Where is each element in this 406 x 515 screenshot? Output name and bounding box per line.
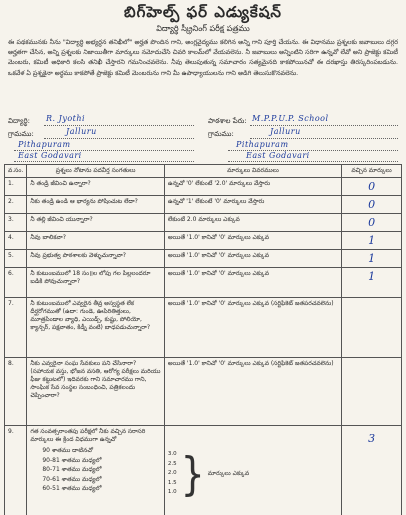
- table-row: [5, 298, 402, 358]
- row-question: నీ కుటుంబములో 18 సం॥ల లోపు గల పిల్లలందరూ బడికి పోవుచున్నారా?: [27, 268, 164, 298]
- row-score: [342, 298, 402, 358]
- scale-value: 1.5: [167, 479, 177, 486]
- row-marks-rule: మార్కులు ఎక్కువ: [207, 469, 250, 477]
- row-score: 0: [342, 214, 402, 232]
- row-marks-rule: అయితే '1.0' కానిచో '0' మార్కులు ఎక్కువ: [164, 250, 341, 268]
- row-number: 1.: [5, 178, 27, 196]
- row-question: గత సంవత్సరాంతపు పరీక్షలో నీకు వచ్చిన సరాసరి మార్కులు ఈ క్రింద విధముగా ఉన్నచో: [30, 428, 146, 443]
- scale-value: 2.5: [167, 460, 177, 467]
- row-number: 7.: [5, 298, 27, 358]
- row-marks-rule: అయితే '1.0' కానిచో '0' మార్కులు ఎక్కువ: [164, 268, 341, 298]
- student-name-value: R. Jyothi: [46, 114, 86, 123]
- row-question: నీకు తండ్రి ఉండి ఆ భార్యను పోషించుట లేదా?: [27, 196, 164, 214]
- table-row: [5, 268, 402, 298]
- interval-item: 90 శాతము దాటినచో: [42, 447, 94, 454]
- row-score: 0: [342, 196, 402, 214]
- village-line: [44, 138, 194, 139]
- row-number: 5.: [5, 250, 27, 268]
- header-serial: వ.సం.: [5, 165, 27, 178]
- row-score: [342, 358, 402, 426]
- table-row: [5, 426, 402, 515]
- interval-item: 60-51 శాతము మధ్యలో: [42, 485, 102, 492]
- student-name-label: విద్యార్థి:: [8, 117, 30, 125]
- table-row: [5, 250, 402, 268]
- header-marks-obtained: వచ్చిన మార్కులు: [342, 165, 402, 178]
- table-row: [5, 196, 402, 214]
- district2-line: [228, 161, 398, 162]
- row-marks-rule: అయితే '1.0' కానిచో '0' మార్కులు ఎక్కువ (సర్టిఫికెట్ జతపరచవలెను): [164, 358, 341, 426]
- table-header-row: [5, 165, 402, 178]
- row-number: 9.: [5, 426, 27, 515]
- row-marks-rule-cell: [164, 426, 341, 515]
- screening-table: [4, 164, 402, 515]
- mandal-value: Pithapuram: [18, 140, 71, 149]
- row-question: నీ తండ్రి జీవించి ఉన్నారా?: [27, 178, 164, 196]
- row-question: నీవు బాలికవా?: [27, 232, 164, 250]
- row-number: 4.: [5, 232, 27, 250]
- row-score: 0: [342, 178, 402, 196]
- row-score: 3: [342, 426, 402, 515]
- table-row: [5, 358, 402, 426]
- row-question: నీ కుటుంబములో ఎవ్వరైన తీవ్ర అస్వస్థత లేక దీర్ఘరోగముతో (ఉదా: గుండె, ఊపిరితిత్తులు, మూత్రపిండాల వ్యాధి, ఎయిడ్స్, కుష్టు, పోలియో, క్యాన్సర్, పక్షవాతం, కిడ్నీ వంటి) బాధపడుచున్నారా?: [27, 298, 164, 358]
- district-value: East Godavari: [18, 151, 82, 160]
- form-subtitle: విద్యార్థి స్క్రీనింగ్ పరీక్ష పత్రము: [156, 24, 250, 33]
- interval-item: 90-81 శాతము మధ్యలో: [42, 456, 102, 464]
- row-score: 1: [342, 250, 402, 268]
- row-marks-rule: ఉన్నచో '0' లేకుంటే '2.0' మార్కులు వేస్తారు: [164, 178, 341, 196]
- student-name-line: [44, 125, 194, 126]
- interval-list: [42, 446, 160, 494]
- scale-value: 3.0: [167, 451, 177, 457]
- row-number: 6.: [5, 268, 27, 298]
- village2-value: Jalluru: [270, 127, 301, 136]
- row-number: 3.: [5, 214, 27, 232]
- row-question: నీకు ఎవ్వరైనా సంఘ సేవకులు పని చేసినారా? (సహాయక వస్తు, భోజన వసతి, ఆరోగ్య పరీక్షలు మరియు ఫీజు కట్టుటలో) ఇదివరకు గాని సమాచారము గాని, సాంఘిక సేవ సంస్థల సంబంధించి, పత్రికలందు చెప్పించారా?: [27, 358, 164, 426]
- row-number: 8.: [5, 358, 27, 426]
- district-line: [14, 161, 194, 162]
- right-brace-icon: }: [180, 447, 205, 501]
- row-marks-rule: అయితే '1.0' కానిచో '0' మార్కులు ఎక్కువ (సర్టిఫికెట్ జతపరచవలెను): [164, 298, 341, 358]
- row-score: 1: [342, 268, 402, 298]
- school-label: పాఠశాల పేరు:: [208, 117, 247, 125]
- row-marks-rule: అయితే '1.0' కానిచో '0' మార్కులు ఎక్కువ: [164, 232, 341, 250]
- scale-value: 1.0: [167, 489, 177, 495]
- row-number: 2.: [5, 196, 27, 214]
- table-row: [5, 178, 402, 196]
- table-row: [5, 214, 402, 232]
- scale-values: [168, 450, 177, 498]
- interval-item: 80-71 శాతము మధ్యలో: [42, 466, 102, 473]
- village-label: గ్రామము:: [8, 130, 34, 138]
- row-marks-rule: ఉన్నచో '1' లేకుంటే '0' మార్కులు వేస్తారు: [164, 196, 341, 214]
- school-value: M.P.P.U.P. School: [252, 114, 329, 123]
- village2-label: గ్రామము:: [208, 130, 234, 138]
- village-value: Jalluru: [66, 127, 97, 136]
- row-question: నీ తల్లి జీవించి యున్నారా?: [27, 214, 164, 232]
- mandal2-value: Pithapuram: [236, 140, 289, 149]
- scale-value: 2.0: [167, 470, 177, 476]
- row-question: నీవు ప్రభుత్వ పాఠశాలకు వెళ్ళుచున్నావా?: [27, 250, 164, 268]
- form-title: బిగ్‌హెల్ప్ ఫర్ ఎడ్యుకేషన్: [124, 3, 282, 21]
- district2-value: East Godavari: [246, 151, 310, 160]
- row-question-cell: [27, 426, 164, 515]
- marks-scale: [167, 447, 338, 501]
- header-questions: ప్రశ్నలు నోటాను పదవీర్త సంగతులు: [27, 165, 164, 178]
- interval-item: 70-61 శాతము మధ్యలో: [42, 475, 102, 483]
- school-line: [250, 125, 398, 126]
- row-score: 1: [342, 232, 402, 250]
- header-marks-details: మార్కులు వివరములు: [164, 165, 341, 178]
- village2-line: [250, 138, 398, 139]
- row-marks-rule: లేకుంటే 2.0 మార్కులు ఎక్కువ: [164, 214, 341, 232]
- table-row: [5, 232, 402, 250]
- instructions-paragraph: ఈ పథకమునకు నీను "విద్యార్ధి అభ్యర్ధన తనిఖీలో" అర్హత పొందిన గాని, అంగ్లవైద్యము కలిగిన అన్ని గాని పూర్తి చేయను. ఈ విధానము ప్రశ్నలకు జవాబులు దగ్గర అర్హతగా చేసిన, అన్ని ప్రశ్నలకు నిజాయితీగా మార్కులు నమోదుచేసి చివరి కాలమ్‌లో వేయవలెను. నీ జవాబులు అన్నింటిని సరిగా ఉన్నవో లేవో అని ప్రాజెక్టు కమిటీ మెంబరు, కమిటీ అధికారి కలసి తనిఖీ చేస్తారని గమనించవలెను. నీవు తెలుపుతున్న సమాచారం సత్యమైనది కాకపోయినచో ఈ దరఖాస్తు తిరస్కరింపబడును. ఒకవేళ ఏ ప్రశ్నకైనా అర్థము కాకపోతే ప్రాజెక్టు కమిటీ మెంబరును గాని మీ ఉపాధ్యాయులను గాని అడిగి తెలుసుకొనవలెను.: [8, 39, 398, 77]
